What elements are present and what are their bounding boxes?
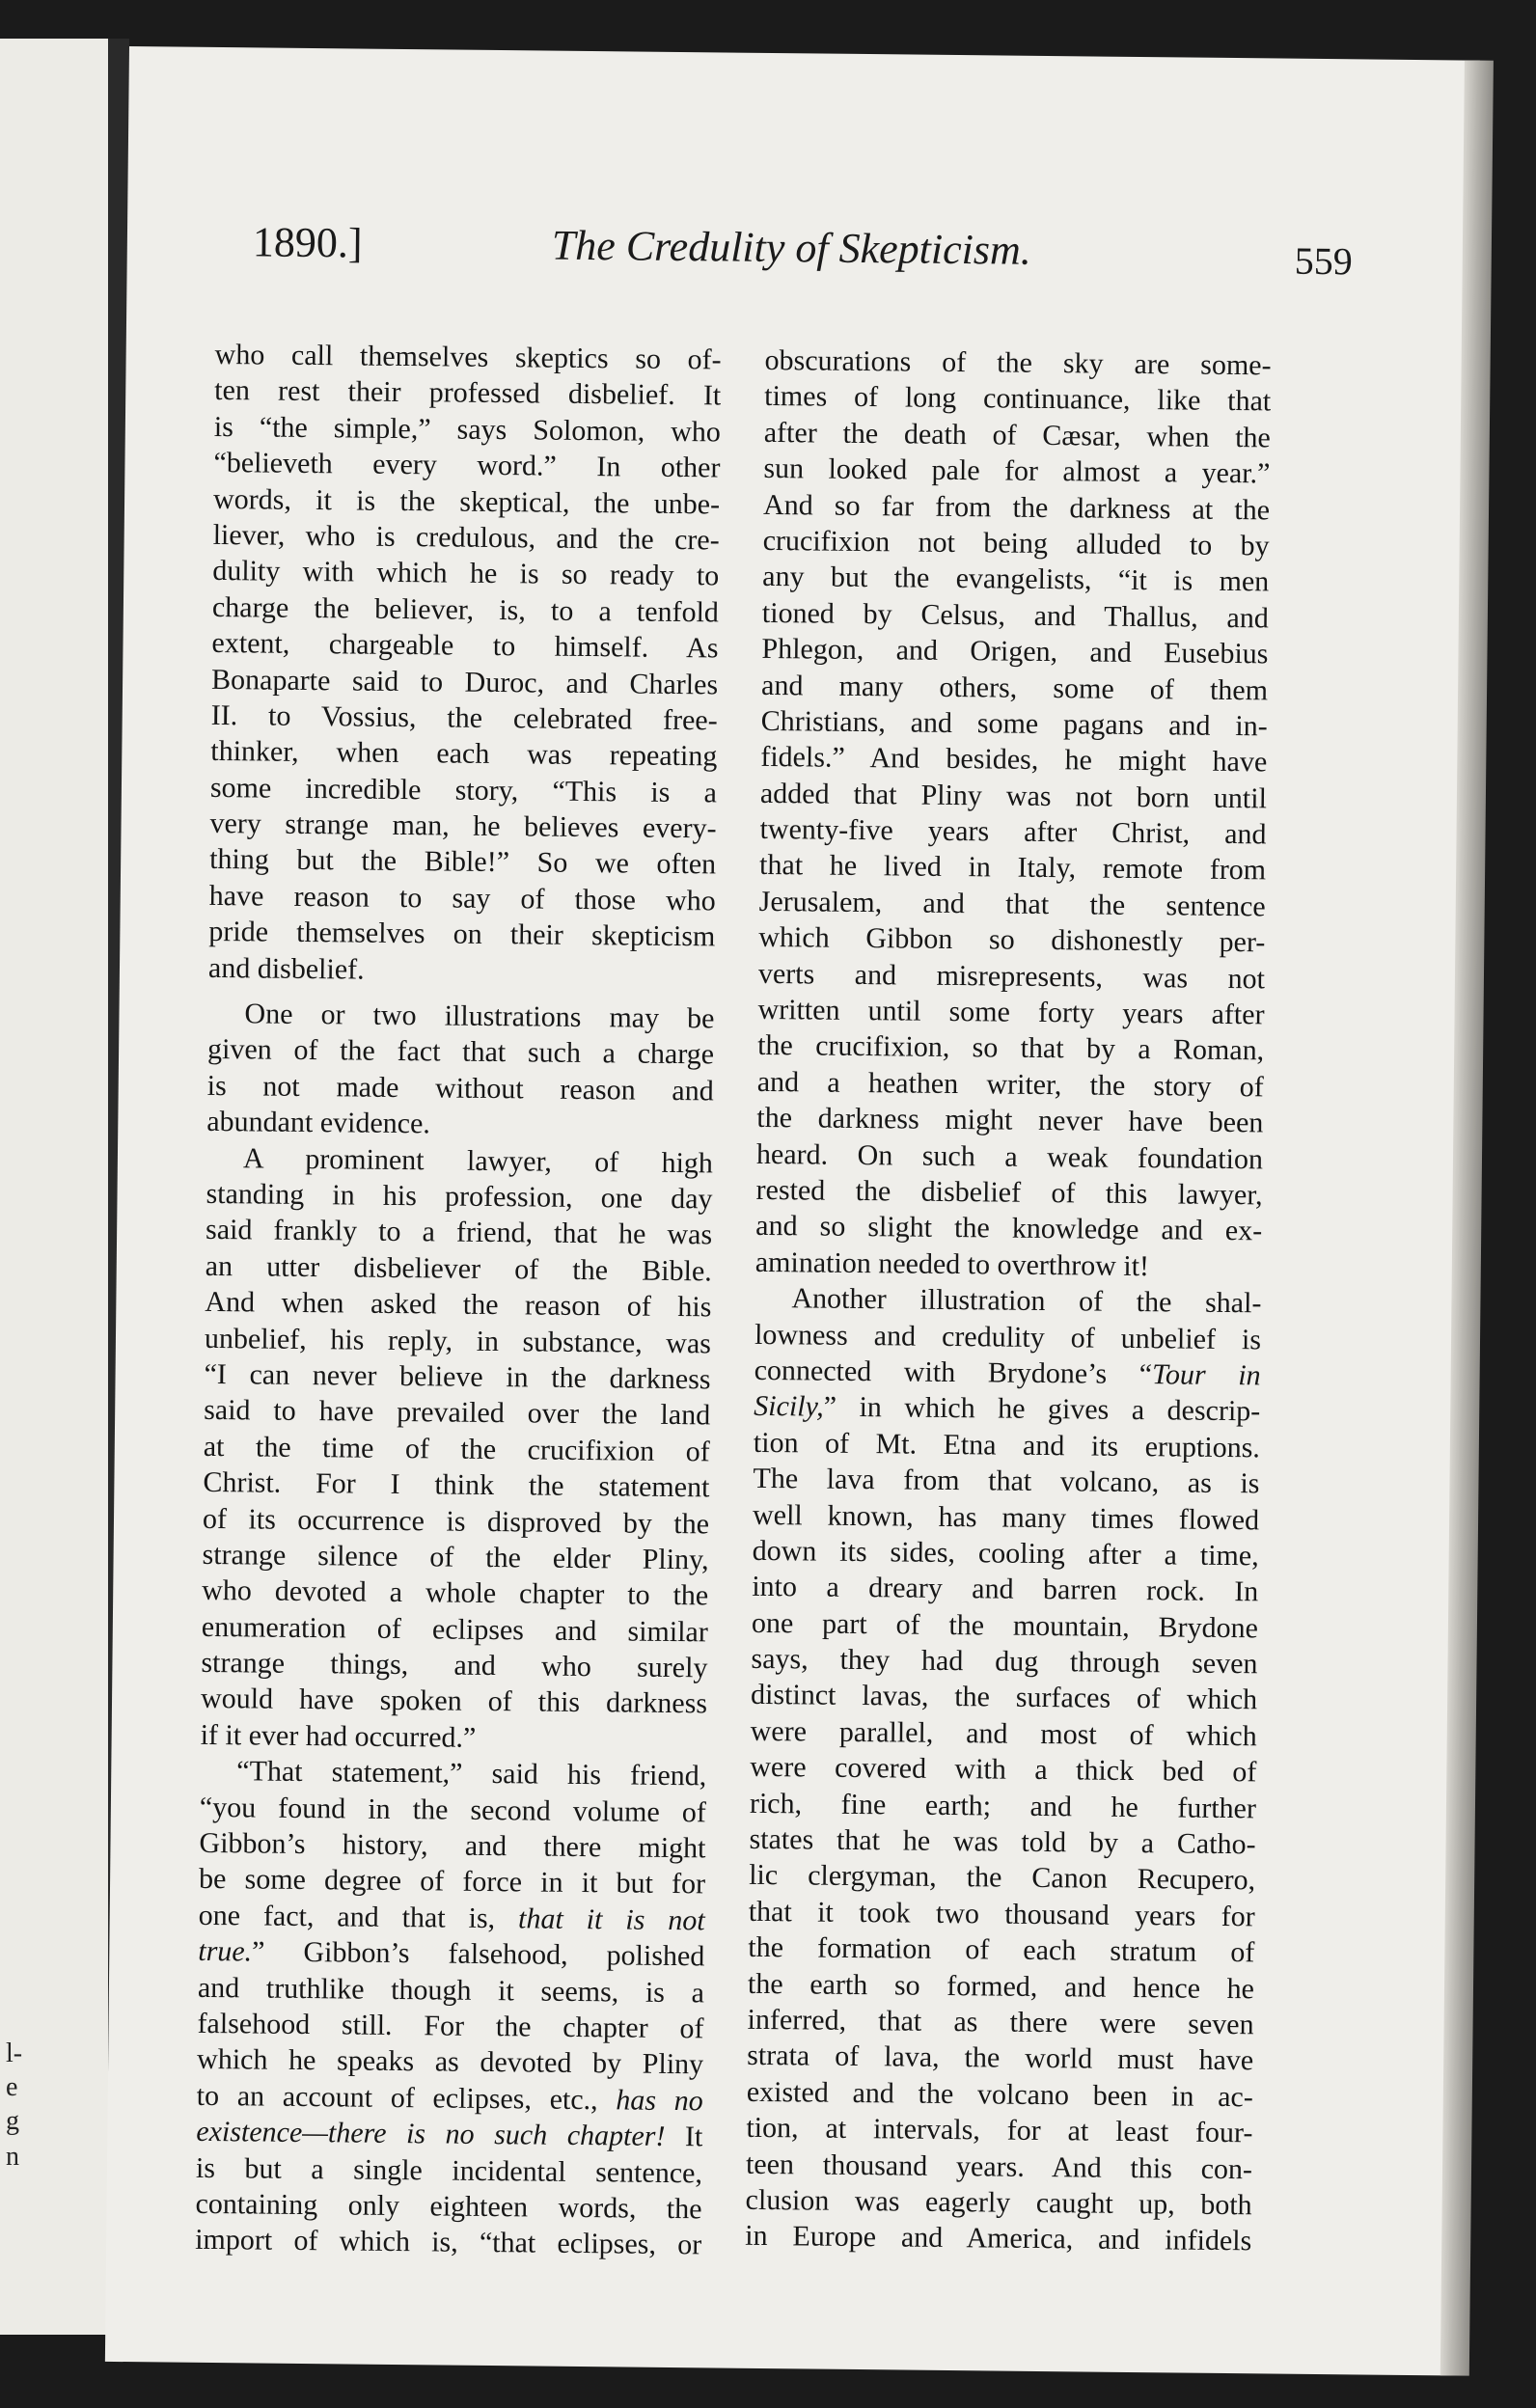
line-text: were covered with a thick bed of xyxy=(750,1751,1257,1789)
line-text: said frankly to a friend, that he was xyxy=(205,1214,713,1251)
facing-page-char: e xyxy=(6,2072,18,2102)
line-text: added that Pliny was not born until xyxy=(759,777,1268,815)
line-text: ten rest their professed disbelief. It xyxy=(214,374,722,412)
line-text: Another illustration of the shal- xyxy=(791,1282,1262,1320)
text-line xyxy=(762,559,1269,600)
line-text: unbelief, his reply, in substance, was xyxy=(204,1322,712,1359)
text-line xyxy=(748,1929,1254,1971)
line-text: of its occurrence is disproved by the xyxy=(202,1502,710,1540)
text-line xyxy=(201,1681,707,1722)
line-text: is but a single incidental sentence, xyxy=(195,2151,703,2189)
line-text: written until some forty years after xyxy=(757,993,1265,1031)
facing-page-text-fragments xyxy=(0,39,96,2335)
text-line xyxy=(756,1100,1263,1141)
line-text: heard. On such a weak foundation xyxy=(755,1137,1264,1175)
text-line xyxy=(195,2222,701,2263)
line-text: after the death of Cæsar, when the xyxy=(763,416,1271,454)
line-text: dulity with which he is so ready to xyxy=(212,555,720,592)
line-text: And so far from the darkness at the xyxy=(762,488,1271,526)
line-text: the darkness might never have been xyxy=(756,1102,1264,1139)
text-line xyxy=(213,481,720,523)
text-line xyxy=(196,2114,702,2155)
facing-page-char: l- xyxy=(6,2039,23,2068)
line-text: The lava from that volcano, as is xyxy=(753,1462,1260,1500)
line-text: lic clergyman, the Canon Recupero, xyxy=(749,1859,1256,1897)
line-text: if it ever had occurred.” xyxy=(200,1718,477,1754)
line-text: distinct lavas, the surfaces of which xyxy=(750,1679,1258,1716)
line-text-continued: ” Gibbon’s falsehood, polished xyxy=(251,1935,705,1973)
line-text: who devoted a whole chapter to the xyxy=(202,1574,709,1612)
line-text: tion of Mt. Etna and its eruptions. xyxy=(753,1426,1261,1464)
text-line xyxy=(763,486,1270,528)
text-line xyxy=(199,1898,705,1939)
text-line xyxy=(762,595,1269,637)
line-text: the formation of each stratum of xyxy=(748,1931,1255,1969)
text-line xyxy=(759,884,1266,925)
line-text: existed and the volcano been in ac- xyxy=(746,2075,1253,2114)
line-text: crucifixion not being alluded to by xyxy=(762,524,1270,562)
text-line xyxy=(759,847,1266,889)
line-text: into a dreary and barren rock. In xyxy=(752,1571,1259,1608)
line-italic-text: has no xyxy=(616,2084,703,2118)
text-line xyxy=(761,631,1268,672)
text-line xyxy=(212,553,719,594)
line-text: Gibbon’s history, and there might xyxy=(199,1826,706,1865)
book-page xyxy=(105,46,1480,2376)
line-text: standing in his profession, one day xyxy=(206,1177,713,1216)
line-text: Jerusalem, and that the sentence xyxy=(758,885,1266,923)
line-text: “believeth every word.” In other xyxy=(213,447,721,484)
text-line xyxy=(758,919,1265,961)
line-text: the crucifixion, so that by a Roman, xyxy=(757,1029,1265,1067)
text-line xyxy=(197,2078,703,2120)
text-line xyxy=(199,1861,705,1902)
line-text: one part of the mountain, Brydone xyxy=(751,1606,1259,1645)
text-line xyxy=(759,811,1266,853)
line-text: fidels.” And besides, he might have xyxy=(760,741,1268,779)
line-text: verts and misrepresents, was not xyxy=(757,957,1266,996)
line-text: sun looked pale for almost a year.” xyxy=(763,452,1271,490)
text-line xyxy=(755,1172,1262,1214)
line-text: inferred, that as there were seven xyxy=(747,2003,1254,2041)
text-line xyxy=(747,2038,1253,2079)
line-text-continued: It xyxy=(665,2121,703,2153)
line-text: and truthlike though it seems, is a xyxy=(197,1971,705,2009)
line-text: were parallel, and most of which xyxy=(750,1714,1257,1753)
line-italic-text: existence—there is no such chapter! xyxy=(196,2115,666,2153)
line-italic-text: that it is not xyxy=(517,1902,705,1937)
text-line xyxy=(214,337,721,378)
text-line xyxy=(197,2041,703,2083)
line-text: well known, has many times flowed xyxy=(752,1498,1260,1536)
running-header xyxy=(253,217,1354,287)
text-line xyxy=(749,1857,1255,1899)
text-line xyxy=(755,1245,1262,1286)
text-line xyxy=(204,1356,710,1398)
text-line xyxy=(207,996,714,1037)
text-line xyxy=(763,451,1270,492)
line-text: One or two illustrations may be xyxy=(244,998,715,1035)
text-line xyxy=(202,1609,708,1651)
line-text: II. to Vossius, the celebrated free- xyxy=(210,698,718,737)
header-title: The Credulity of Skepticism. xyxy=(551,221,1032,274)
text-line xyxy=(745,2182,1251,2224)
line-text: strata of lava, the world must have xyxy=(747,2039,1254,2077)
text-line xyxy=(195,2186,701,2228)
text-line xyxy=(758,956,1265,998)
line-text: words, it is the skeptical, the unbe- xyxy=(212,482,721,520)
text-line xyxy=(199,1825,705,1867)
line-text: in Europe and America, and infidels xyxy=(745,2220,1252,2258)
line-text: at the time of the crucifixion of xyxy=(203,1430,710,1468)
text-line xyxy=(753,1461,1259,1502)
text-line xyxy=(746,2146,1252,2187)
text-line xyxy=(197,2006,703,2047)
line-text: is “the simple,” says Solomon, who xyxy=(213,410,722,449)
line-text: that he lived in Italy, remote from xyxy=(758,849,1267,887)
line-text: to an account of eclipses, etc., xyxy=(196,2079,617,2117)
line-text: and many others, some of them xyxy=(760,669,1269,706)
text-line xyxy=(204,1392,710,1434)
text-line xyxy=(764,378,1271,420)
text-line xyxy=(213,445,720,486)
text-line xyxy=(755,1208,1262,1249)
facing-page-char: g xyxy=(6,2106,19,2136)
text-line xyxy=(760,776,1267,817)
line-text: clusion was eagerly caught up, both xyxy=(745,2183,1252,2222)
line-text: amination needed to overthrow it! xyxy=(754,1245,1150,1282)
text-line xyxy=(208,914,715,955)
text-line xyxy=(205,1320,711,1361)
text-line xyxy=(210,733,717,775)
line-text: thinker, when each was repeating xyxy=(210,735,718,773)
text-line xyxy=(764,415,1271,456)
line-text: rich, fine earth; and he further xyxy=(749,1787,1257,1824)
line-text: an utter disbeliever of the Bible. xyxy=(205,1249,712,1288)
text-line xyxy=(205,1284,711,1326)
line-text: and a heathen writer, the story of xyxy=(756,1065,1264,1104)
text-line xyxy=(200,1753,706,1794)
line-text: have reason to say of those who xyxy=(208,879,716,917)
text-line xyxy=(214,372,721,414)
text-line xyxy=(761,667,1268,708)
line-text: connected with Brydone’s “ xyxy=(754,1354,1153,1391)
text-line xyxy=(203,1500,709,1542)
text-line xyxy=(753,1496,1259,1538)
text-line xyxy=(206,1212,712,1253)
text-line xyxy=(206,1248,712,1290)
line-text: which he speaks as devoted by Pliny xyxy=(196,2043,704,2081)
line-text: extent, chargeable to himself. As xyxy=(211,627,719,665)
text-line xyxy=(746,2110,1252,2151)
text-line xyxy=(752,1605,1258,1647)
text-line xyxy=(207,1068,714,1109)
page-edge-shadow xyxy=(1440,60,1494,2375)
facing-page-edge xyxy=(0,39,108,2335)
text-line xyxy=(198,1969,704,2011)
text-line xyxy=(754,1280,1261,1322)
line-text: pride themselves on their skepticism xyxy=(208,916,716,953)
line-text: times of long continuance, like that xyxy=(764,380,1272,418)
text-column-right xyxy=(745,342,1272,2259)
line-text: tioned by Celsus, and Thallus, and xyxy=(761,596,1270,635)
line-text: very strange man, he believes every- xyxy=(209,807,717,845)
line-text: abundant evidence. xyxy=(206,1106,431,1140)
text-line xyxy=(747,2002,1253,2043)
text-line xyxy=(750,1785,1256,1826)
text-line xyxy=(209,878,716,919)
text-line xyxy=(203,1464,709,1506)
line-text: is not made without reason and xyxy=(206,1069,714,1108)
line-text: obscurations of the sky are some- xyxy=(764,343,1272,382)
text-line xyxy=(754,1353,1260,1394)
text-line xyxy=(751,1677,1257,1718)
text-line xyxy=(751,1641,1257,1683)
line-text: “you found in the second volume of xyxy=(199,1791,707,1828)
line-text: and disbelief. xyxy=(207,951,365,986)
text-column-left xyxy=(195,337,722,2263)
line-text: strange silence of the elder Pliny, xyxy=(202,1538,709,1576)
line-text: thing but the Bible!” So we often xyxy=(209,843,717,881)
line-text: A prominent lawyer, of high xyxy=(242,1141,714,1179)
text-line xyxy=(200,1717,706,1759)
line-text: rested the disbelief of this lawyer, xyxy=(755,1173,1263,1212)
text-line xyxy=(745,2218,1251,2259)
text-line xyxy=(761,703,1268,745)
text-line xyxy=(213,517,720,559)
text-line xyxy=(211,698,718,739)
line-text: said to have prevailed over the land xyxy=(204,1394,711,1432)
line-text: states that he was told by a Catho- xyxy=(749,1822,1256,1861)
text-line xyxy=(214,409,721,451)
text-line xyxy=(756,1136,1263,1177)
text-line xyxy=(198,1933,704,1975)
text-line xyxy=(754,1425,1260,1466)
line-text: would have spoken of this darkness xyxy=(200,1683,708,1720)
line-text: teen thousand years. And this con- xyxy=(745,2148,1253,2185)
text-line xyxy=(757,1064,1264,1106)
line-text: and so slight the knowledge and ex- xyxy=(755,1210,1263,1247)
text-line xyxy=(757,992,1264,1033)
line-text: given of the fact that such a charge xyxy=(206,1033,715,1071)
facing-page-char: n xyxy=(6,2142,19,2172)
line-text: says, they had dug through seven xyxy=(751,1642,1258,1681)
line-text: “That statement,” said his friend, xyxy=(236,1755,707,1792)
text-line xyxy=(753,1533,1259,1574)
text-line xyxy=(208,950,715,992)
text-line xyxy=(206,1176,712,1218)
line-italic-text: true. xyxy=(198,1935,253,1968)
line-text: tion, at intervals, for at least four- xyxy=(746,2111,1253,2149)
text-line xyxy=(206,1139,713,1181)
text-line xyxy=(202,1573,708,1614)
text-line xyxy=(206,1104,713,1145)
text-line xyxy=(749,1894,1255,1935)
line-text: that it took two thousand years for xyxy=(748,1895,1255,1933)
text-line xyxy=(210,770,717,811)
line-text-continued: ” in which he gives a descrip- xyxy=(823,1390,1261,1428)
text-line xyxy=(196,2149,702,2191)
line-text: strange things, and who surely xyxy=(201,1646,708,1684)
line-text: twenty-five years after Christ, and xyxy=(759,812,1267,851)
page-number: 559 xyxy=(1294,238,1353,284)
line-text: falsehood still. For the chapter of xyxy=(197,2007,704,2045)
line-text: containing only eighteen words, the xyxy=(195,2187,702,2226)
text-line xyxy=(757,1027,1264,1069)
line-text: down its sides, cooling after a time, xyxy=(752,1534,1259,1573)
text-line xyxy=(209,806,716,847)
text-line xyxy=(207,1031,714,1073)
line-text: Christ. For I think the statement xyxy=(203,1465,710,1504)
line-text: Christians, and some pagans and in- xyxy=(760,704,1268,743)
line-text: which Gibbon so dishonestly per- xyxy=(758,921,1266,959)
text-line xyxy=(212,589,719,631)
text-line xyxy=(750,1749,1256,1791)
text-line xyxy=(751,1713,1257,1755)
line-italic-text: Tour in xyxy=(1151,1358,1261,1392)
line-text: who call themselves skeptics so of- xyxy=(214,338,722,376)
text-line xyxy=(764,342,1271,384)
line-text: lowness and credulity of unbelief is xyxy=(754,1318,1262,1355)
text-line xyxy=(201,1645,707,1686)
line-text: any but the evangelists, “it is men xyxy=(762,561,1270,598)
text-line xyxy=(211,625,718,667)
line-text: some incredible story, “This is a xyxy=(209,771,718,809)
line-text: “I can never believe in the darkness xyxy=(204,1357,711,1396)
line-text: the earth so formed, and hence he xyxy=(747,1967,1255,2005)
line-text: charge the believer, is, to a tenfold xyxy=(211,590,720,629)
text-line xyxy=(202,1537,708,1578)
line-text: Bonaparte said to Duroc, and Charles xyxy=(210,663,719,700)
text-line xyxy=(760,739,1267,780)
line-text: And when asked the reason of his xyxy=(205,1286,712,1324)
line-text: Phlegon, and Origen, and Eusebius xyxy=(761,633,1269,670)
line-text: be some degree of force in it but for xyxy=(198,1863,706,1901)
line-text: liever, who is credulous, and the cre- xyxy=(212,518,720,557)
text-line xyxy=(204,1429,710,1470)
line-text: one fact, and that is, xyxy=(198,1899,519,1935)
header-year: 1890.] xyxy=(252,218,363,267)
text-line xyxy=(748,1965,1254,2007)
text-line xyxy=(211,661,718,702)
text-line xyxy=(209,841,716,883)
text-line xyxy=(200,1789,706,1830)
line-italic-text: Sicily, xyxy=(754,1390,824,1423)
text-line xyxy=(752,1569,1258,1610)
line-text: import of which is, “that eclipses, or xyxy=(195,2224,702,2261)
text-line xyxy=(754,1316,1261,1357)
text-line xyxy=(762,523,1269,564)
text-line xyxy=(754,1388,1260,1430)
text-line xyxy=(747,2074,1253,2116)
line-text: enumeration of eclipses and similar xyxy=(201,1610,708,1649)
text-line xyxy=(749,1821,1255,1863)
